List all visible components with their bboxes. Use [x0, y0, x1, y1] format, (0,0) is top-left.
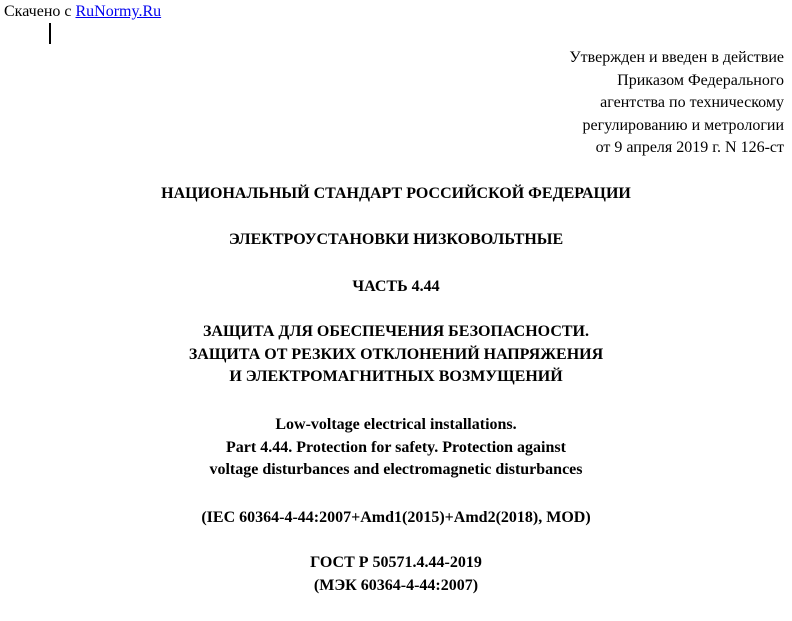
gost-block	[0, 552, 792, 597]
source-prefix: Скачено с	[4, 3, 76, 20]
document-title: ЭЛЕКТРОУСТАНОВКИ НИЗКОВОЛЬТНЫЕ	[228, 231, 564, 248]
approval-block	[569, 47, 784, 160]
russian-subtitle-line: ЗАЩИТА ДЛЯ ОБЕСПЕЧЕНИЯ БЕЗОПАСНОСТИ.	[202, 323, 589, 340]
approval-line: от 9 апреля 2019 г. N 126-ст	[595, 139, 784, 156]
text-cursor	[49, 23, 51, 44]
russian-subtitle-line: И ЭЛЕКТРОМАГНИТНЫХ ВОЗМУЩЕНИЙ	[229, 368, 563, 385]
russian-subtitle	[0, 321, 792, 389]
iec-reference: (IEC 60364-4-44:2007+Amd1(2015)+Amd2(2018), MOD)	[201, 509, 591, 526]
approval-line: регулированию и метрологии	[582, 116, 784, 134]
english-title-line: Low-voltage electrical installations.	[275, 416, 517, 433]
english-title-line: voltage disturbances and electromagnetic disturbances	[209, 461, 583, 478]
source-line	[4, 2, 161, 22]
russian-subtitle-line: ЗАЩИТА ОТ РЕЗКИХ ОТКЛОНЕНИЙ НАПРЯЖЕНИЯ	[188, 345, 604, 363]
mek-reference: (МЭК 60364-4-44:2007)	[313, 576, 479, 594]
english-title-line: Part 4.44. Protection for safety. Protection against	[226, 438, 566, 456]
gost-number: ГОСТ Р 50571.4.44-2019	[310, 554, 482, 571]
approval-line: агентства по техническому	[600, 94, 784, 111]
approval-line: Утвержден и введен в действие	[569, 49, 784, 66]
english-title	[0, 414, 792, 482]
document-part: ЧАСТЬ 4.44	[352, 278, 440, 295]
source-link[interactable]: RuNormy.Ru	[75, 3, 162, 20]
approval-line: Приказом Федерального	[617, 71, 784, 89]
standard-type-heading: НАЦИОНАЛЬНЫЙ СТАНДАРТ РОССИЙСКОЙ ФЕДЕРАЦИИ	[161, 185, 631, 202]
